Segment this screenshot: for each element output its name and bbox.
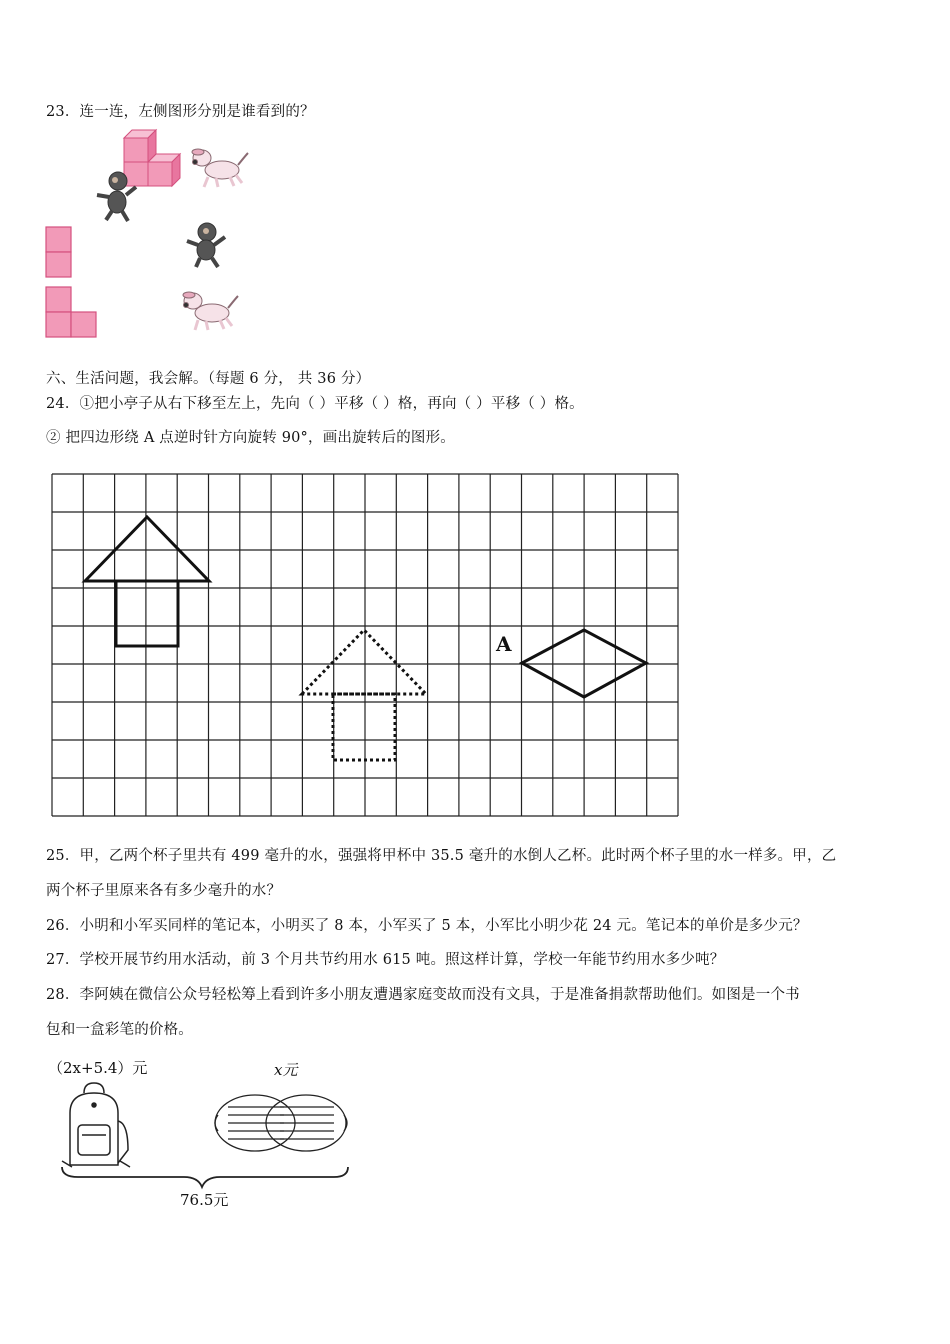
backpack-icon xyxy=(62,1083,130,1167)
q25-line1: 25．甲，乙两个杯子里共有 499 毫升的水，强强将甲杯中 35.5 毫升的水倒人乙杯。此时两个杯子里的水一样多。甲，乙 xyxy=(46,848,837,864)
q23-figure xyxy=(40,125,270,345)
q24-line1: 24．①把小亭子从右下移至左上，先向（ ）平移（ ）格，再向（ ）平移（ ）格。 xyxy=(46,396,584,412)
view-option-vertical-two-squares[interactable] xyxy=(46,227,71,277)
q24-line2: ② 把四边形绕 A 点逆时针方向旋转 90°，画出旋转后的图形。 xyxy=(46,430,456,446)
pens-price-label: x元 xyxy=(274,1061,298,1079)
monkey-figure-target[interactable] xyxy=(187,223,225,267)
point-a-label: A xyxy=(496,632,512,656)
q25-line2: 两个杯子里原来各有多少毫升的水？ xyxy=(46,883,282,899)
q28-line1: 28．李阿姨在微信公众号轻松筹上看到许多小朋友遭遇家庭变故而没有文具，于是准备捐款帮助他们。如图是一个书 xyxy=(46,987,800,1003)
q24-grid-figure xyxy=(50,472,680,818)
q26-text: 26．小明和小军买同样的笔记本，小明买了 8 本，小军买了 5 本，小军比小明少花 24 元。笔记本的单价是多少元？ xyxy=(46,918,808,934)
q28-figure xyxy=(48,1055,358,1210)
q23-text: 23．连一连，左侧图形分别是谁看到的？ xyxy=(46,104,315,120)
q27-text: 27．学校开展节约用水活动，前 3 个月共节约用水 615 吨。照这样计算，学校一年能节约用水多少吨？ xyxy=(46,952,725,968)
pink-cube-stack xyxy=(124,130,180,186)
q28-line2: 包和一盒彩笔的价格。 xyxy=(46,1022,193,1038)
view-option-l-shape[interactable] xyxy=(46,287,96,337)
total-brace xyxy=(62,1167,348,1187)
dog-figure-target[interactable] xyxy=(183,292,238,330)
pavilion-solid xyxy=(85,517,209,646)
pens-box-icon xyxy=(215,1095,347,1151)
total-price-label: 76.5元 xyxy=(180,1191,229,1209)
section-heading: 六、生活问题，我会解。（每题 6 分， 共 36 分） xyxy=(46,371,371,387)
bag-price-label: （2x+5.4）元 xyxy=(48,1059,148,1077)
dog-figure xyxy=(192,149,248,187)
